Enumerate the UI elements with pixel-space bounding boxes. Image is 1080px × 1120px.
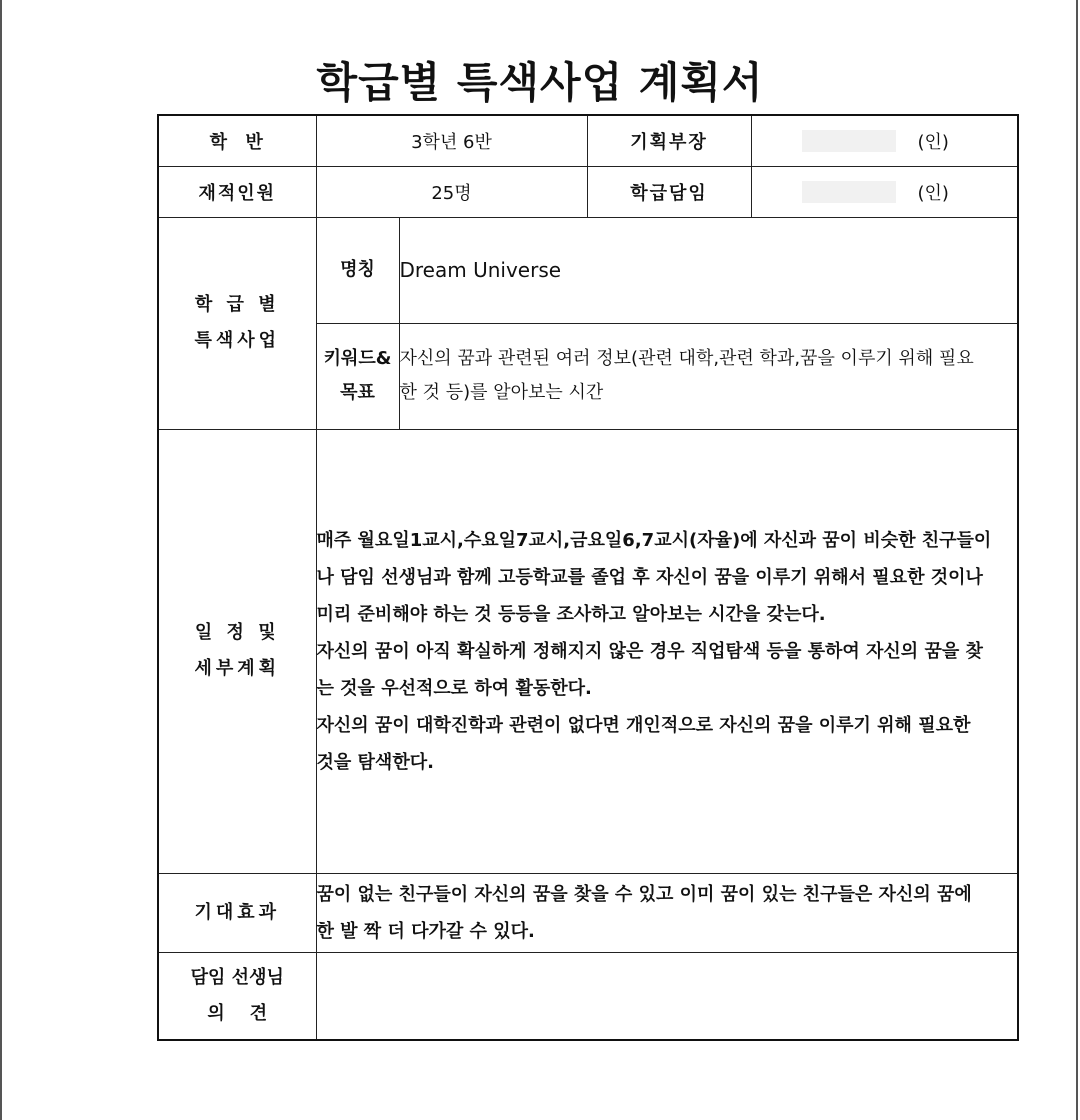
page-title: 학급별 특색사업 계획서 [316,58,764,107]
name-label: 명칭 [316,217,399,323]
schedule-line: 는 것을 우선적으로 하여 활동한다. [316,677,592,699]
effect-label: 기대효과 [158,873,316,952]
effect-line1: 꿈이 없는 친구들이 자신의 꿈을 찾을 수 있고 이미 꿈이 있는 친구들은 자신의 꿈에 [316,883,972,905]
homeroom-label: 학급담임 [587,166,751,217]
row-enrollment [158,166,1018,217]
schedule-detail [316,429,1018,873]
schedule-label [158,429,316,873]
schedule-line: 자신의 꿈이 아직 확실하게 정해지지 않은 경우 직업탐색 등을 통하여 자신의 꿈을 찾 [316,640,983,662]
class-value: 3학년 6반 [316,115,587,166]
enrollment-value: 25명 [316,166,587,217]
planning-head-signature [751,115,1018,166]
effect-detail [316,873,1018,952]
keyword-label-line1: 키워드& [323,347,392,369]
row-schedule [158,429,1018,873]
row-opinion [158,952,1018,1040]
schedule-line: 미리 준비해야 하는 것 등등을 조사하고 알아보는 시간을 갖는다. [316,603,826,625]
schedule-line: 자신의 꿈이 대학진학과 관련이 없다면 개인적으로 자신의 꿈을 이루기 위해 필요한 [316,714,971,736]
redacted-name [802,130,896,152]
plan-table [157,114,1019,1041]
row-class [158,115,1018,166]
effect-line2: 한 발 짝 더 다가갈 수 있다. [316,920,535,942]
homeroom-signature [751,166,1018,217]
class-label: 학 반 [158,115,316,166]
enrollment-label: 재적인원 [158,166,316,217]
schedule-line: 매주 월요일1교시,수요일7교시,금요일6,7교시(자율)에 자신과 꿈이 비슷한 친구들이 [316,529,992,551]
schedule-line: 나 담임 선생님과 함께 고등학교를 졸업 후 자신이 꿈을 이루기 위해서 필요한 것이나 [316,566,983,588]
seal-mark: (인) [917,182,949,204]
redacted-name [802,181,896,203]
project-label [158,217,316,429]
keyword-value-line2: 한 것 등)를 알아보는 시간 [399,382,604,403]
schedule-line: 것을 탐색한다. [316,751,434,773]
row-project-name [158,217,1018,323]
project-label-line1: 학 급 별 [194,294,280,315]
name-value: Dream Universe [399,217,1018,323]
opinion-label-line2: 의 견 [207,1002,268,1024]
keyword-value-line1: 자신의 꿈과 관련된 여러 정보(관련 대학,관련 학과,꿈을 이루기 위해 필요 [399,348,974,369]
opinion-label-line1: 담임 선생님 [190,966,284,988]
schedule-label-line1: 일 정 및 [194,622,280,643]
opinion-label [158,952,316,1040]
keyword-label-line2: 목표 [340,382,375,403]
seal-mark: (인) [917,132,949,153]
keyword-label [316,323,399,429]
keyword-value [399,323,1018,429]
planning-head-label: 기획부장 [587,115,751,166]
row-effect [158,873,1018,952]
opinion-value [316,952,1018,1040]
schedule-label-line2: 세부계획 [194,658,281,679]
project-label-line2: 특색사업 [194,330,281,351]
